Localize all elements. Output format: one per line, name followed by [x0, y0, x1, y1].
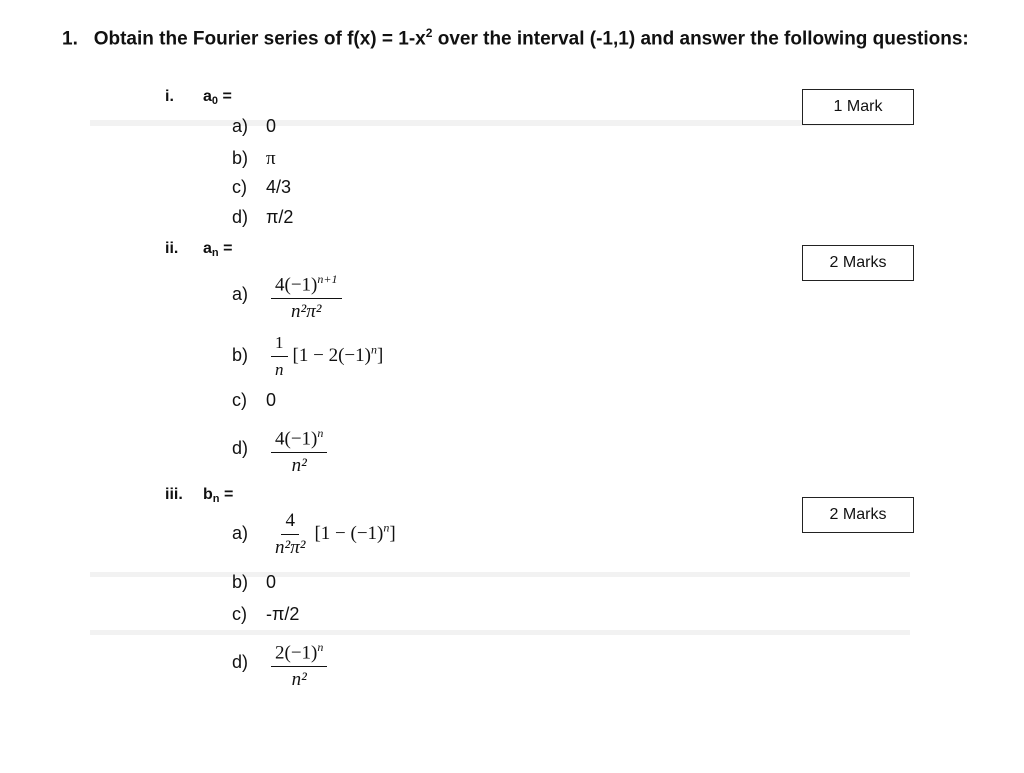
coef-sub: n: [212, 493, 220, 505]
fraction-numerator: 4(−1): [275, 274, 318, 296]
option-item: [232, 422, 327, 477]
option-item: [232, 510, 396, 559]
option-label: c): [232, 177, 247, 197]
coef-base: b: [203, 486, 213, 503]
bracket-expression: [314, 520, 396, 545]
option-value: -π/2: [266, 604, 300, 624]
option-value: 0: [266, 390, 277, 410]
option-item: [232, 572, 276, 593]
fraction: [271, 636, 327, 691]
bracket-close: ]: [376, 345, 384, 367]
question-heading: [62, 26, 969, 50]
bracket-body: [1 − 2(−1): [292, 345, 371, 367]
numerator-exponent: n+1: [317, 272, 338, 286]
bracket-expression: [292, 342, 384, 367]
option-value: π/2: [266, 207, 294, 227]
scan-noise: [90, 120, 910, 126]
part-iii-roman: iii.: [165, 486, 183, 503]
coef-eq: =: [219, 486, 234, 503]
coef-base: a: [203, 240, 212, 257]
option-label: d): [232, 652, 249, 673]
numerator-exponent: n: [317, 426, 324, 440]
part-ii-coefficient: [203, 240, 232, 259]
option-value: 0: [266, 572, 277, 592]
coef-eq: =: [218, 88, 232, 105]
option-label: a): [232, 284, 249, 305]
numerator-exponent: n: [317, 640, 324, 654]
question-number: 1.: [62, 28, 78, 50]
part-ii-label: [165, 240, 178, 258]
question-exponent: 2: [425, 26, 433, 40]
option-item: [232, 177, 291, 198]
option-item: [232, 332, 383, 381]
option-item: [232, 268, 342, 323]
fraction-numerator: 4(−1): [275, 428, 318, 450]
scan-noise: [90, 630, 910, 635]
coef-base: a: [203, 88, 212, 105]
fraction-denominator: n²π²: [291, 301, 322, 323]
option-label: d): [232, 207, 249, 227]
option-item: [232, 207, 293, 228]
part-ii-roman: ii.: [165, 240, 179, 257]
part-i-label: [165, 88, 174, 106]
bracket-exponent: n: [370, 342, 377, 357]
scan-noise: [90, 572, 910, 577]
bracket-exponent: n: [383, 520, 390, 535]
option-label: b): [232, 345, 249, 366]
option-item: [232, 116, 276, 137]
option-label: c): [232, 390, 247, 410]
option-label: c): [232, 604, 247, 624]
option-label: a): [232, 523, 249, 544]
option-item: [232, 148, 276, 170]
bracket-body: [1 − (−1): [314, 523, 384, 545]
coef-sub: 0: [211, 95, 219, 107]
option-label: a): [232, 116, 249, 136]
option-value: π: [266, 148, 276, 169]
coef-sub: n: [211, 247, 219, 259]
option-item: [232, 390, 276, 411]
fraction: [271, 422, 327, 477]
part-i-coefficient: [203, 88, 232, 107]
option-item: [232, 604, 299, 625]
option-value: 4/3: [266, 177, 292, 197]
fraction: [271, 268, 341, 323]
fraction: [271, 510, 309, 559]
bracket-close: ]: [389, 523, 396, 545]
option-value: 0: [266, 116, 277, 136]
part-iii-label: [165, 486, 183, 504]
fraction-denominator: n²: [291, 455, 307, 477]
fraction-numerator: 1: [271, 332, 288, 357]
part-iii-coefficient: [203, 486, 233, 505]
coef-eq: =: [218, 240, 233, 257]
question-text-after: over the interval (-1,1) and answer the following questions:: [432, 28, 969, 50]
fraction: [271, 332, 288, 381]
option-label: b): [232, 148, 249, 168]
option-item: [232, 636, 327, 691]
marks-box: 1 Mark: [802, 89, 914, 125]
part-i-roman: i.: [165, 88, 174, 105]
question-text-before: Obtain the Fourier series of f(x) = 1-x: [93, 28, 426, 50]
option-label: d): [232, 438, 249, 459]
fraction-numerator: 2(−1): [275, 642, 318, 664]
marks-box: 2 Marks: [802, 245, 914, 281]
fraction-denominator: n²: [291, 669, 307, 691]
fraction-numerator: 4: [281, 510, 299, 535]
fraction-denominator: n: [275, 360, 284, 379]
option-label: b): [232, 572, 249, 592]
fraction-denominator: n²π²: [275, 537, 306, 558]
marks-box: 2 Marks: [802, 497, 914, 533]
